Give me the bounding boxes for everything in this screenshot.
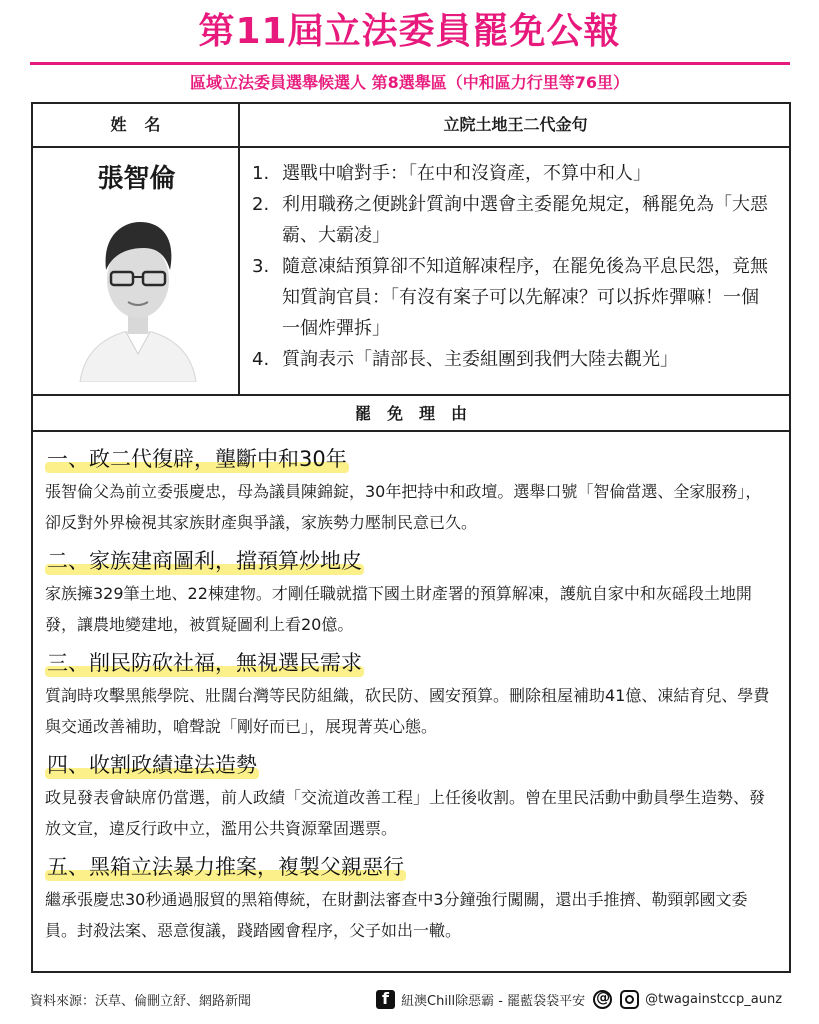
- social-handle[interactable]: @twagainstccp_aunz: [645, 991, 783, 1007]
- reason-body: 質詢時攻擊黑熊學院、壯闊台灣等民防組織，砍民防、國安預算。刪除租屋補助41億、凍結育兒、學費與交通改善補助，嗆聲說「剛好而已」，展現菁英心態。: [45, 686, 770, 736]
- reason-heading: 五、黑箱立法暴力推案，複製父親惡行: [47, 855, 404, 879]
- social-links: [376, 987, 782, 1011]
- quote-item: 1. 選戰中嗆對手：「在中和沒資產，不算中和人」: [252, 163, 651, 184]
- footer: [0, 984, 819, 1016]
- reason-item: [45, 544, 777, 640]
- reason-heading: 一、政二代復辟，壟斷中和30年: [47, 447, 347, 471]
- reason-item: [45, 748, 777, 844]
- reason-heading: 四、收割政績違法造勢: [47, 753, 257, 777]
- quotes-column-header: 立院土地王二代金句: [443, 115, 588, 134]
- quotes-cell: [242, 148, 789, 394]
- table-header-row: [33, 104, 789, 148]
- page-subtitle: 區域立法委員選舉候選人 第8選舉區（中和區力行里等76里）: [190, 73, 629, 92]
- reason-body: 政見發表會缺席仍當選，前人政績「交流道改善工程」上任後收割。曾在里民活動中動員學生造勢、發放文宣，違反行政中立，濫用公共資源鞏固選票。: [45, 788, 766, 838]
- reason-body: 家族擁329筆土地、22棟建物。才剛任職就擋下國土財產署的預算解凍，護航自家中和灰磘段土地開發，讓農地變建地，被質疑圖利上看20億。: [45, 584, 752, 634]
- facebook-icon[interactable]: [376, 990, 395, 1009]
- candidate-cell: [33, 148, 240, 394]
- facebook-page-name[interactable]: 紐澳Chill除惡霸 - 罷藍袋袋平安: [401, 993, 586, 1009]
- candidate-name: 張智倫: [97, 164, 176, 194]
- quote-item: 2. 利用職務之便跳針質詢中選會主委罷免規定，稱罷免為「大惡霸、大霸凌」: [252, 194, 768, 246]
- quote-item: 4. 質詢表示「請部長、主委組團到我們大陸去觀光」: [252, 349, 678, 370]
- reason-body: 繼承張慶忠30秒通過服貿的黑箱傳統，在財劃法審查中3分鐘強行闖關，還出手推擠、勒頸郭國文委員。封殺法案、惡意復議，踐踏國會程序，父子如出一轍。: [45, 890, 748, 940]
- candidate-portrait: [78, 204, 198, 382]
- page-title: 第11屆立法委員罷免公報: [198, 11, 621, 52]
- instagram-icon[interactable]: [620, 990, 639, 1009]
- reason-item: [45, 850, 777, 946]
- source-credit: 資料來源：沃草、倫刪立舒、網路新聞: [30, 994, 252, 1009]
- candidate-row: [33, 148, 789, 396]
- reason-item: [45, 646, 777, 742]
- reason-heading: 三、削民防砍社福，無視選民需求: [47, 651, 362, 675]
- reasons-header: 罷免理由: [33, 396, 789, 432]
- recall-table: [31, 102, 791, 973]
- quote-item: 3. 隨意凍結預算卻不知道解凍程序，在罷免後為平息民怨，竟無知質詢官員：「有沒有案子可以先解凍？可以拆炸彈嘛！一個一個炸彈拆」: [252, 256, 768, 339]
- threads-icon[interactable]: [593, 990, 612, 1009]
- reason-heading: 二、家族建商圖利，擋預算炒地皮: [47, 549, 362, 573]
- quote-list: [242, 148, 789, 375]
- title-divider: [30, 62, 790, 65]
- reason-item: [45, 442, 777, 538]
- reasons-section: [33, 432, 789, 971]
- name-column-header: 姓名: [33, 104, 240, 146]
- reason-body: 張智倫父為前立委張慶忠，母為議員陳錦錠，30年把持中和政壇。選舉口號「智倫當選、全家服務」，卻反對外界檢視其家族財產與爭議，家族勢力壓制民意已久。: [45, 482, 762, 532]
